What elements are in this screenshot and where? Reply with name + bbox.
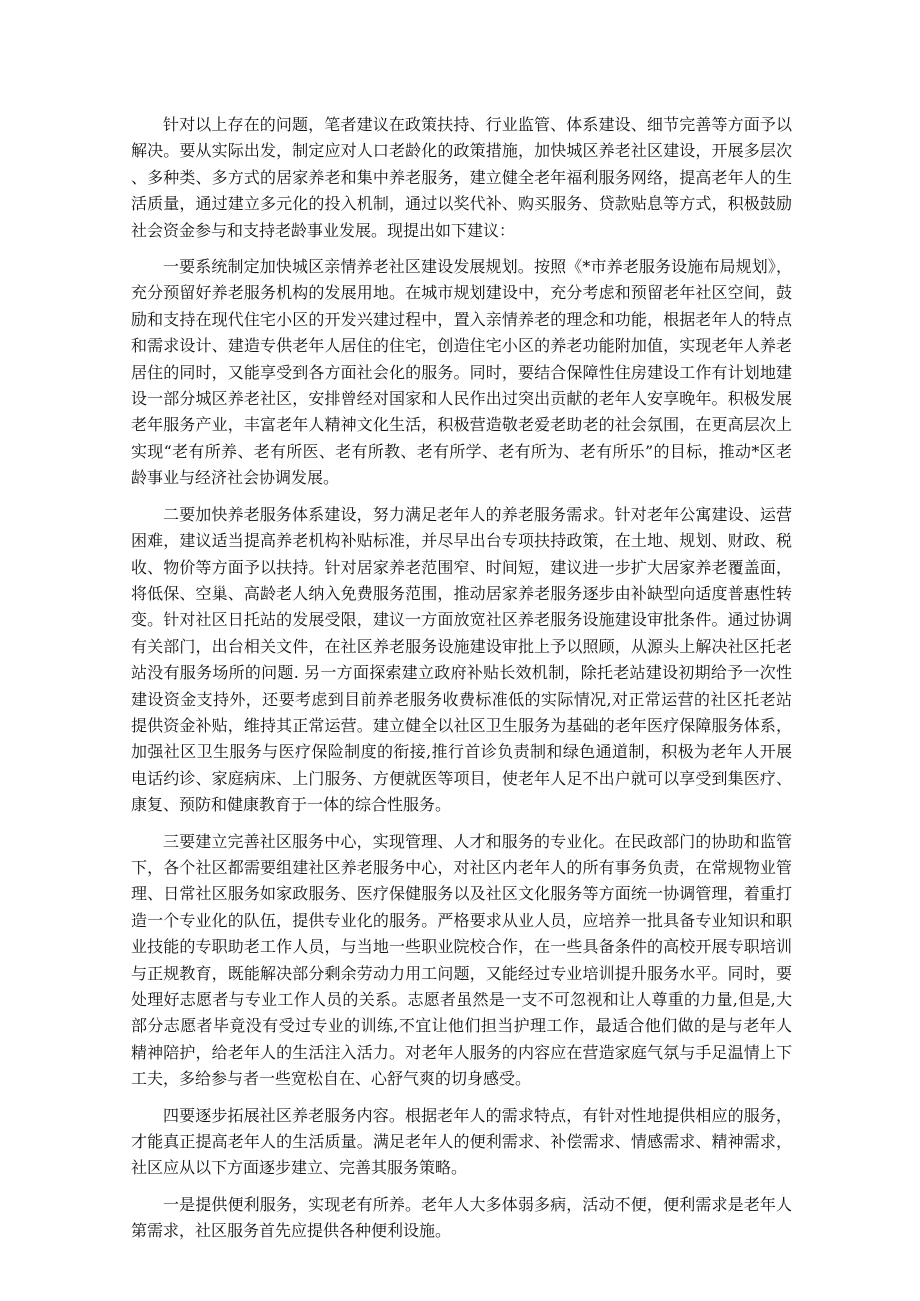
paragraph-convenience-service: 一是提供便利服务，实现老有所养。老年人大多体弱多病，活动不便，便利需求是老年人第需求，社区服务首先应提供各种便利设施。 (131, 1194, 792, 1241)
paragraph-service-system: 二要加快养老服务体系建设，努力满足老年人的养老服务需求。针对老年公寓建设、运营困难，建议适当提高养老机构补贴标准，并尽早出台专项扶持政策，在土地、规划、财政、税收、物价等方面予以扶持。针对居家养老范围窄、时间短，建议进一步扩大居家养老覆盖面，将低保、空巢、高龄老人纳入免费服务范围，推动居家养老服务逐步由补缺型向适度普惠性转变。针对社区日托站的发展受限，建议一方面放宽社区养老服务设施建设审批条件。通过协调有关部门，出台相关文件，在社区养老服务设施建设审批上予以照顾，从源头上解决社区托老站没有服务场所的问题. 另一方面探索建立政府补贴长效机制，除托老站建设初期给予一次性建设资金支持外，还要考虑到目前养老服务收费标准低的实际情况,对正常运营的社区托老站提供资金补贴，维持其正常运营。建立健全以社区卫生服务为基础的老年医疗保障服务体系，加强社区卫生服务与医疗保险制度的衔接,推行首诊负责制和绿色通道制，积极为老年人开展电话约诊、家庭病床、上门服务、方便就医等项目，使老年人足不出户就可以享受到集医疗、康复、预防和健康教育于一体的综合性服务。 (131, 504, 792, 815)
document-body (131, 112, 792, 1255)
paragraph-intro: 针对以上存在的问题，笔者建议在政策扶持、行业监管、体系建设、细节完善等方面予以解决。要从实际出发，制定应对人口老龄化的政策措施，加快城区养老社区建设，开展多层次、多种类、多方式的居家养老和集中养老服务，建立健全老年福利服务网络，提高老年人的生活质量，通过建立多元化的投入机制，通过以奖代补、购买服务、贷款贴息等方式，积极鼓励社会资金参与和支持老龄事业发展。现提出如下建议： (131, 115, 792, 240)
paragraph-service-content: 四要逐步拓展社区养老服务内容。根据老年人的需求特点，有针对性地提供相应的服务，才能真正提高老年人的生活质量。满足老年人的便利需求、补偿需求、情感需求、精神需求，社区应从以下方面逐步建立、完善其服务策略。 (131, 1105, 792, 1178)
paragraph-service-center: 三要建立完善社区服务中心，实现管理、人才和服务的专业化。在民政部门的协助和监管下，各个社区都需要组建社区养老服务中心，对社区内老年人的所有事务负责，在常规物业管理、日常社区服务如家政服务、医疗保健服务以及社区文化服务等方面统一协调管理，着重打造一个专业化的队伍，提供专业化的服务。严格要求从业人员，应培养一批具备专业知识和职业技能的专职助老工作人员，与当地一些职业院校合作，在一些具备条件的高校开展专职培训与正规教育，既能解决部分剩余劳动力用工问题，又能经过专业培训提升服务水平。同时，要处理好志愿者与专业工作人员的关系。志愿者虽然是一支不可忽视和让人尊重的力量,但是,大部分志愿者毕竟没有受过专业的训练,不宜让他们担当护理工作，最适合他们做的是与老年人精神陪护，给老年人的生活注入活力。对老年人服务的内容应在营造家庭气氛与手足温情上下工夫，多给参与者一些宽松自在、心舒气爽的切身感受。 (131, 831, 792, 1089)
paragraph-planning: 一要系统制定加快城区亲情养老社区建设发展规划。按照《*市养老服务设施布局规划》，充分预留好养老服务机构的发展用地。在城市规划建设中，充分考虑和预留老年社区空间，鼓励和支持在现代住宅小区的开发兴建过程中，置入亲情养老的理念和功能，根据老年人的特点和需求设计、建造专供老年人居住的住宅，创造住宅小区的养老功能附加值，实现老年人养老居住的同时，又能享受到各方面社会化的服务。同时，要结合保障性住房建设工作有计划地建设一部分城区养老社区，安排曾经对国家和人民作出过突出贡献的老年人安享晚年。积极发展老年服务产业，丰富老年人精神文化生活，积极营造敬老爱老助老的社会氛围，在更高层次上实现“老有所养、老有所医、老有所教、老有所学、老有所为、老有所乐”的目标，推动*区老龄事业与经济社会协调发展。 (131, 257, 792, 488)
